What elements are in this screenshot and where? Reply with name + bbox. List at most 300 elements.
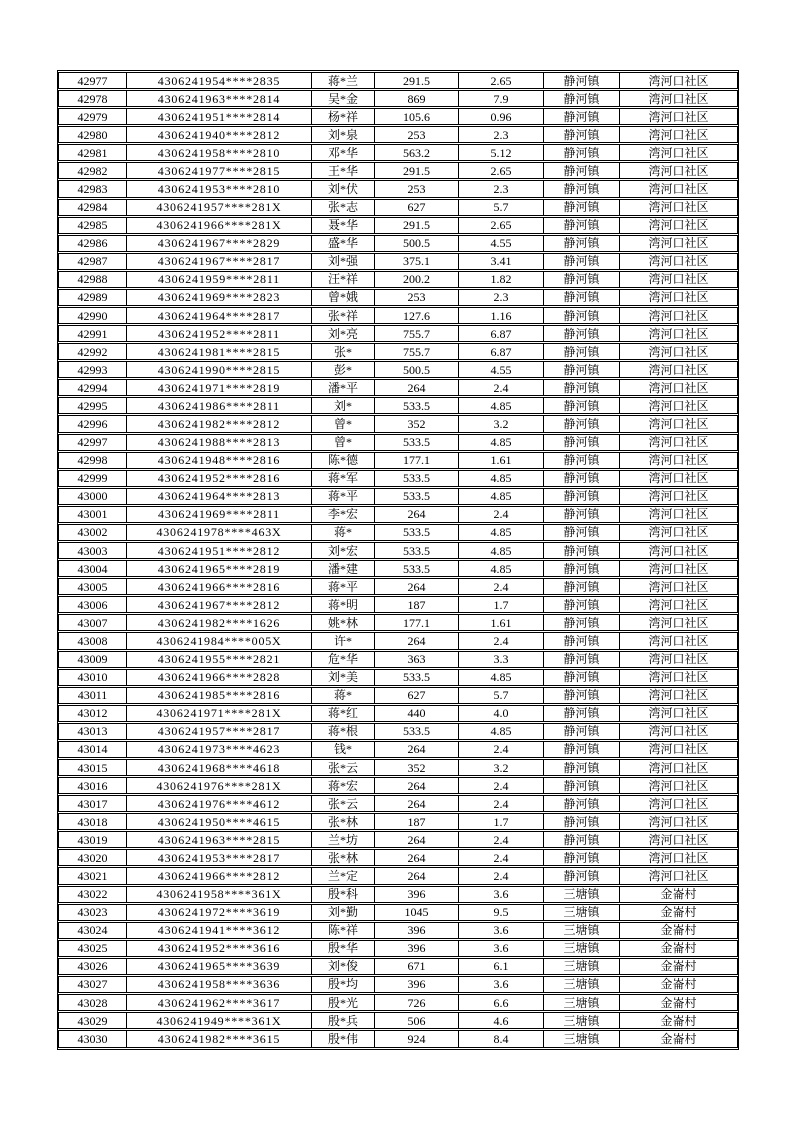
cell-amount: 563.2 — [374, 144, 458, 161]
cell-secondary_value: 4.85 — [458, 542, 543, 559]
cell-secondary_value: 1.82 — [458, 271, 543, 288]
cell-secondary_value: 4.85 — [458, 524, 543, 541]
cell-town: 静河镇 — [543, 434, 619, 451]
table-row — [58, 813, 738, 830]
cell-seq: 42977 — [58, 72, 126, 89]
cell-secondary_value: 5.12 — [458, 144, 543, 161]
cell-town: 静河镇 — [543, 126, 619, 143]
table-row — [58, 1030, 738, 1048]
cell-secondary_value: 4.55 — [458, 361, 543, 378]
cell-name: 张*云 — [311, 759, 374, 776]
cell-name: 殷*伟 — [311, 1030, 374, 1048]
cell-secondary_value: 2.4 — [458, 506, 543, 523]
cell-town: 静河镇 — [543, 72, 619, 89]
cell-amount: 200.2 — [374, 271, 458, 288]
table-row — [58, 578, 738, 595]
cell-village: 湾河口社区 — [619, 325, 738, 342]
cell-amount: 177.1 — [374, 452, 458, 469]
cell-town: 三塘镇 — [543, 886, 619, 903]
cell-seq: 42979 — [58, 108, 126, 125]
cell-name: 殷*光 — [311, 994, 374, 1011]
cell-amount: 533.5 — [374, 669, 458, 686]
cell-amount: 291.5 — [374, 72, 458, 89]
cell-name: 刘*泉 — [311, 126, 374, 143]
cell-seq: 43002 — [58, 524, 126, 541]
cell-name: 蒋*红 — [311, 705, 374, 722]
table-row — [58, 849, 738, 866]
cell-village: 金崙村 — [619, 976, 738, 993]
table-row — [58, 379, 738, 396]
table-row — [58, 361, 738, 378]
cell-town: 静河镇 — [543, 271, 619, 288]
cell-town: 静河镇 — [543, 379, 619, 396]
cell-name: 潘*建 — [311, 560, 374, 577]
cell-town: 静河镇 — [543, 217, 619, 234]
cell-town: 静河镇 — [543, 253, 619, 270]
table-row — [58, 723, 738, 740]
cell-id_masked: 4306241950****4615 — [126, 813, 311, 830]
cell-secondary_value: 4.85 — [458, 397, 543, 414]
cell-id_masked: 4306241964****2813 — [126, 488, 311, 505]
cell-seq: 43030 — [58, 1030, 126, 1048]
table-row — [58, 126, 738, 143]
cell-seq: 43029 — [58, 1012, 126, 1029]
cell-name: 杨*祥 — [311, 108, 374, 125]
cell-name: 汪*祥 — [311, 271, 374, 288]
table-row — [58, 108, 738, 125]
cell-amount: 127.6 — [374, 307, 458, 324]
cell-id_masked: 4306241952****2811 — [126, 325, 311, 342]
cell-name: 聂*华 — [311, 217, 374, 234]
cell-id_masked: 4306241957****2817 — [126, 723, 311, 740]
cell-name: 邓*华 — [311, 144, 374, 161]
table-row — [58, 795, 738, 812]
cell-id_masked: 4306241967****2829 — [126, 235, 311, 252]
table-row — [58, 452, 738, 469]
cell-name: 张*云 — [311, 795, 374, 812]
cell-id_masked: 4306241952****3616 — [126, 940, 311, 957]
cell-id_masked: 4306241981****2815 — [126, 343, 311, 360]
cell-secondary_value: 3.2 — [458, 415, 543, 432]
cell-name: 刘*强 — [311, 253, 374, 270]
cell-id_masked: 4306241966****2828 — [126, 669, 311, 686]
cell-id_masked: 4306241962****3617 — [126, 994, 311, 1011]
cell-village: 湾河口社区 — [619, 795, 738, 812]
cell-secondary_value: 1.7 — [458, 596, 543, 613]
cell-secondary_value: 4.85 — [458, 560, 543, 577]
cell-id_masked: 4306241971****2819 — [126, 379, 311, 396]
table-row — [58, 669, 738, 686]
cell-id_masked: 4306241958****361X — [126, 886, 311, 903]
cell-secondary_value: 2.4 — [458, 831, 543, 848]
cell-secondary_value: 6.1 — [458, 958, 543, 975]
cell-id_masked: 4306241967****2812 — [126, 596, 311, 613]
cell-village: 湾河口社区 — [619, 90, 738, 107]
cell-village: 湾河口社区 — [619, 108, 738, 125]
cell-name: 盛*华 — [311, 235, 374, 252]
cell-secondary_value: 6.87 — [458, 343, 543, 360]
table-row — [58, 904, 738, 921]
cell-id_masked: 4306241958****3636 — [126, 976, 311, 993]
cell-seq: 42998 — [58, 452, 126, 469]
table-row — [58, 434, 738, 451]
cell-secondary_value: 4.85 — [458, 434, 543, 451]
table-row — [58, 397, 738, 414]
table-row — [58, 741, 738, 758]
cell-amount: 396 — [374, 976, 458, 993]
cell-id_masked: 4306241985****2816 — [126, 687, 311, 704]
cell-amount: 264 — [374, 578, 458, 595]
cell-town: 静河镇 — [543, 849, 619, 866]
cell-town: 静河镇 — [543, 307, 619, 324]
cell-id_masked: 4306241982****2812 — [126, 415, 311, 432]
cell-id_masked: 4306241969****2811 — [126, 506, 311, 523]
cell-secondary_value: 2.4 — [458, 867, 543, 884]
cell-name: 蒋*根 — [311, 723, 374, 740]
cell-secondary_value: 3.3 — [458, 651, 543, 668]
table-row — [58, 524, 738, 541]
cell-seq: 43018 — [58, 813, 126, 830]
cell-seq: 42985 — [58, 217, 126, 234]
cell-seq: 43023 — [58, 904, 126, 921]
table-row — [58, 651, 738, 668]
cell-secondary_value: 4.0 — [458, 705, 543, 722]
cell-name: 殷*科 — [311, 886, 374, 903]
cell-town: 静河镇 — [543, 813, 619, 830]
cell-seq: 43006 — [58, 596, 126, 613]
cell-seq: 43028 — [58, 994, 126, 1011]
table-row — [58, 235, 738, 252]
cell-village: 湾河口社区 — [619, 632, 738, 649]
cell-name: 陈*德 — [311, 452, 374, 469]
cell-town: 静河镇 — [543, 542, 619, 559]
cell-id_masked: 4306241973****4623 — [126, 741, 311, 758]
cell-seq: 42995 — [58, 397, 126, 414]
cell-seq: 42994 — [58, 379, 126, 396]
cell-town: 静河镇 — [543, 831, 619, 848]
cell-town: 静河镇 — [543, 397, 619, 414]
cell-id_masked: 4306241982****1626 — [126, 614, 311, 631]
cell-secondary_value: 2.3 — [458, 180, 543, 197]
cell-id_masked: 4306241954****2835 — [126, 72, 311, 89]
cell-id_masked: 4306241966****2816 — [126, 578, 311, 595]
cell-name: 刘*勤 — [311, 904, 374, 921]
cell-secondary_value: 2.65 — [458, 162, 543, 179]
cell-id_masked: 4306241953****2810 — [126, 180, 311, 197]
cell-seq: 42982 — [58, 162, 126, 179]
cell-seq: 43021 — [58, 867, 126, 884]
table-row — [58, 180, 738, 197]
table-row — [58, 867, 738, 884]
cell-secondary_value: 2.4 — [458, 741, 543, 758]
cell-amount: 105.6 — [374, 108, 458, 125]
cell-seq: 43022 — [58, 886, 126, 903]
cell-village: 湾河口社区 — [619, 488, 738, 505]
cell-amount: 533.5 — [374, 560, 458, 577]
cell-amount: 264 — [374, 632, 458, 649]
cell-village: 湾河口社区 — [619, 452, 738, 469]
cell-village: 湾河口社区 — [619, 669, 738, 686]
table-row — [58, 994, 738, 1011]
cell-name: 兰*坊 — [311, 831, 374, 848]
cell-seq: 43026 — [58, 958, 126, 975]
cell-secondary_value: 2.4 — [458, 632, 543, 649]
cell-secondary_value: 3.41 — [458, 253, 543, 270]
cell-amount: 869 — [374, 90, 458, 107]
table-row — [58, 542, 738, 559]
cell-secondary_value: 3.2 — [458, 759, 543, 776]
table-row — [58, 560, 738, 577]
cell-name: 危*华 — [311, 651, 374, 668]
cell-amount: 396 — [374, 922, 458, 939]
table-row — [58, 958, 738, 975]
cell-seq: 42987 — [58, 253, 126, 270]
cell-name: 曾* — [311, 434, 374, 451]
cell-name: 蒋*平 — [311, 578, 374, 595]
cell-amount: 352 — [374, 759, 458, 776]
cell-town: 静河镇 — [543, 578, 619, 595]
table-row — [58, 325, 738, 342]
cell-village: 湾河口社区 — [619, 614, 738, 631]
cell-id_masked: 4306241984****005X — [126, 632, 311, 649]
table-row — [58, 506, 738, 523]
cell-amount: 726 — [374, 994, 458, 1011]
cell-amount: 187 — [374, 596, 458, 613]
cell-seq: 43019 — [58, 831, 126, 848]
cell-village: 湾河口社区 — [619, 379, 738, 396]
cell-town: 三塘镇 — [543, 922, 619, 939]
cell-name: 许* — [311, 632, 374, 649]
cell-village: 湾河口社区 — [619, 759, 738, 776]
cell-village: 湾河口社区 — [619, 705, 738, 722]
table-row — [58, 470, 738, 487]
table-row — [58, 217, 738, 234]
cell-seq: 43004 — [58, 560, 126, 577]
cell-seq: 42983 — [58, 180, 126, 197]
cell-village: 湾河口社区 — [619, 723, 738, 740]
cell-amount: 264 — [374, 777, 458, 794]
cell-amount: 253 — [374, 180, 458, 197]
cell-amount: 627 — [374, 687, 458, 704]
table-row — [58, 1012, 738, 1029]
cell-town: 静河镇 — [543, 867, 619, 884]
cell-village: 湾河口社区 — [619, 343, 738, 360]
cell-village: 金崙村 — [619, 886, 738, 903]
cell-town: 静河镇 — [543, 108, 619, 125]
cell-amount: 264 — [374, 831, 458, 848]
cell-id_masked: 4306241951****2814 — [126, 108, 311, 125]
cell-id_masked: 4306241959****2811 — [126, 271, 311, 288]
cell-name: 曾*娥 — [311, 289, 374, 306]
cell-village: 金崙村 — [619, 994, 738, 1011]
cell-town: 静河镇 — [543, 415, 619, 432]
cell-seq: 42990 — [58, 307, 126, 324]
table-row — [58, 777, 738, 794]
cell-town: 静河镇 — [543, 180, 619, 197]
cell-amount: 264 — [374, 849, 458, 866]
cell-name: 陈*祥 — [311, 922, 374, 939]
cell-town: 静河镇 — [543, 741, 619, 758]
table-row — [58, 144, 738, 161]
cell-village: 湾河口社区 — [619, 578, 738, 595]
cell-seq: 43009 — [58, 651, 126, 668]
cell-name: 吴*金 — [311, 90, 374, 107]
cell-village: 湾河口社区 — [619, 849, 738, 866]
cell-amount: 352 — [374, 415, 458, 432]
cell-amount: 264 — [374, 379, 458, 396]
cell-secondary_value: 4.6 — [458, 1012, 543, 1029]
cell-name: 张*祥 — [311, 307, 374, 324]
cell-name: 刘* — [311, 397, 374, 414]
table-row — [58, 922, 738, 939]
cell-seq: 43020 — [58, 849, 126, 866]
cell-name: 钱* — [311, 741, 374, 758]
cell-amount: 671 — [374, 958, 458, 975]
cell-seq: 43027 — [58, 976, 126, 993]
cell-amount: 440 — [374, 705, 458, 722]
cell-name: 刘*亮 — [311, 325, 374, 342]
cell-village: 湾河口社区 — [619, 831, 738, 848]
cell-secondary_value: 1.16 — [458, 307, 543, 324]
cell-seq: 42993 — [58, 361, 126, 378]
cell-village: 湾河口社区 — [619, 524, 738, 541]
cell-name: 李*宏 — [311, 506, 374, 523]
cell-secondary_value: 4.55 — [458, 235, 543, 252]
cell-secondary_value: 4.85 — [458, 669, 543, 686]
cell-id_masked: 4306241951****2812 — [126, 542, 311, 559]
cell-seq: 42984 — [58, 199, 126, 216]
cell-secondary_value: 2.4 — [458, 795, 543, 812]
cell-name: 蒋* — [311, 524, 374, 541]
cell-amount: 924 — [374, 1030, 458, 1048]
cell-amount: 264 — [374, 867, 458, 884]
cell-name: 彭* — [311, 361, 374, 378]
cell-amount: 533.5 — [374, 397, 458, 414]
table-row — [58, 831, 738, 848]
cell-secondary_value: 1.61 — [458, 614, 543, 631]
cell-secondary_value: 1.61 — [458, 452, 543, 469]
cell-town: 静河镇 — [543, 777, 619, 794]
cell-seq: 42999 — [58, 470, 126, 487]
cell-seq: 42988 — [58, 271, 126, 288]
cell-name: 张*林 — [311, 849, 374, 866]
cell-id_masked: 4306241972****3619 — [126, 904, 311, 921]
cell-amount: 396 — [374, 940, 458, 957]
cell-id_masked: 4306241966****281X — [126, 217, 311, 234]
cell-secondary_value: 2.65 — [458, 72, 543, 89]
cell-id_masked: 4306241971****281X — [126, 705, 311, 722]
cell-village: 湾河口社区 — [619, 651, 738, 668]
cell-town: 静河镇 — [543, 560, 619, 577]
cell-town: 静河镇 — [543, 144, 619, 161]
cell-secondary_value: 7.9 — [458, 90, 543, 107]
cell-amount: 375.1 — [374, 253, 458, 270]
cell-amount: 264 — [374, 741, 458, 758]
cell-town: 静河镇 — [543, 687, 619, 704]
cell-town: 静河镇 — [543, 506, 619, 523]
cell-name: 刘*伏 — [311, 180, 374, 197]
cell-amount: 187 — [374, 813, 458, 830]
cell-seq: 43012 — [58, 705, 126, 722]
cell-name: 殷*均 — [311, 976, 374, 993]
cell-amount: 506 — [374, 1012, 458, 1029]
cell-id_masked: 4306241988****2813 — [126, 434, 311, 451]
table-row — [58, 976, 738, 993]
table-row — [58, 343, 738, 360]
cell-town: 三塘镇 — [543, 958, 619, 975]
cell-seq: 42980 — [58, 126, 126, 143]
cell-village: 湾河口社区 — [619, 687, 738, 704]
cell-id_masked: 4306241969****2823 — [126, 289, 311, 306]
cell-village: 湾河口社区 — [619, 253, 738, 270]
cell-secondary_value: 5.7 — [458, 199, 543, 216]
cell-id_masked: 4306241955****2821 — [126, 651, 311, 668]
cell-town: 静河镇 — [543, 795, 619, 812]
cell-village: 湾河口社区 — [619, 162, 738, 179]
cell-town: 静河镇 — [543, 524, 619, 541]
cell-id_masked: 4306241952****2816 — [126, 470, 311, 487]
cell-name: 殷*兵 — [311, 1012, 374, 1029]
cell-village: 金崙村 — [619, 922, 738, 939]
cell-amount: 1045 — [374, 904, 458, 921]
cell-village: 湾河口社区 — [619, 542, 738, 559]
cell-village: 金崙村 — [619, 958, 738, 975]
cell-amount: 177.1 — [374, 614, 458, 631]
cell-seq: 43013 — [58, 723, 126, 740]
cell-name: 刘*宏 — [311, 542, 374, 559]
cell-secondary_value: 4.85 — [458, 488, 543, 505]
cell-id_masked: 4306241978****463X — [126, 524, 311, 541]
cell-seq: 42992 — [58, 343, 126, 360]
cell-town: 静河镇 — [543, 199, 619, 216]
cell-amount: 253 — [374, 126, 458, 143]
cell-name: 兰*定 — [311, 867, 374, 884]
cell-secondary_value: 3.6 — [458, 976, 543, 993]
cell-id_masked: 4306241965****2819 — [126, 560, 311, 577]
cell-secondary_value: 2.3 — [458, 289, 543, 306]
cell-seq: 42981 — [58, 144, 126, 161]
cell-seq: 43011 — [58, 687, 126, 704]
cell-village: 湾河口社区 — [619, 307, 738, 324]
cell-name: 殷*华 — [311, 940, 374, 957]
cell-name: 潘*平 — [311, 379, 374, 396]
table-row — [58, 488, 738, 505]
cell-seq: 43025 — [58, 940, 126, 957]
cell-town: 静河镇 — [543, 235, 619, 252]
cell-town: 静河镇 — [543, 759, 619, 776]
cell-id_masked: 4306241990****2815 — [126, 361, 311, 378]
cell-village: 湾河口社区 — [619, 144, 738, 161]
cell-secondary_value: 9.5 — [458, 904, 543, 921]
cell-id_masked: 4306241966****2812 — [126, 867, 311, 884]
cell-town: 静河镇 — [543, 343, 619, 360]
cell-amount: 500.5 — [374, 361, 458, 378]
cell-seq: 43003 — [58, 542, 126, 559]
cell-amount: 264 — [374, 795, 458, 812]
cell-seq: 42986 — [58, 235, 126, 252]
cell-name: 刘*俊 — [311, 958, 374, 975]
cell-id_masked: 4306241976****281X — [126, 777, 311, 794]
cell-village: 湾河口社区 — [619, 470, 738, 487]
cell-seq: 43008 — [58, 632, 126, 649]
cell-name: 张* — [311, 343, 374, 360]
cell-name: 王*华 — [311, 162, 374, 179]
cell-town: 静河镇 — [543, 669, 619, 686]
cell-amount: 755.7 — [374, 343, 458, 360]
cell-secondary_value: 1.7 — [458, 813, 543, 830]
cell-town: 静河镇 — [543, 488, 619, 505]
cell-village: 湾河口社区 — [619, 271, 738, 288]
